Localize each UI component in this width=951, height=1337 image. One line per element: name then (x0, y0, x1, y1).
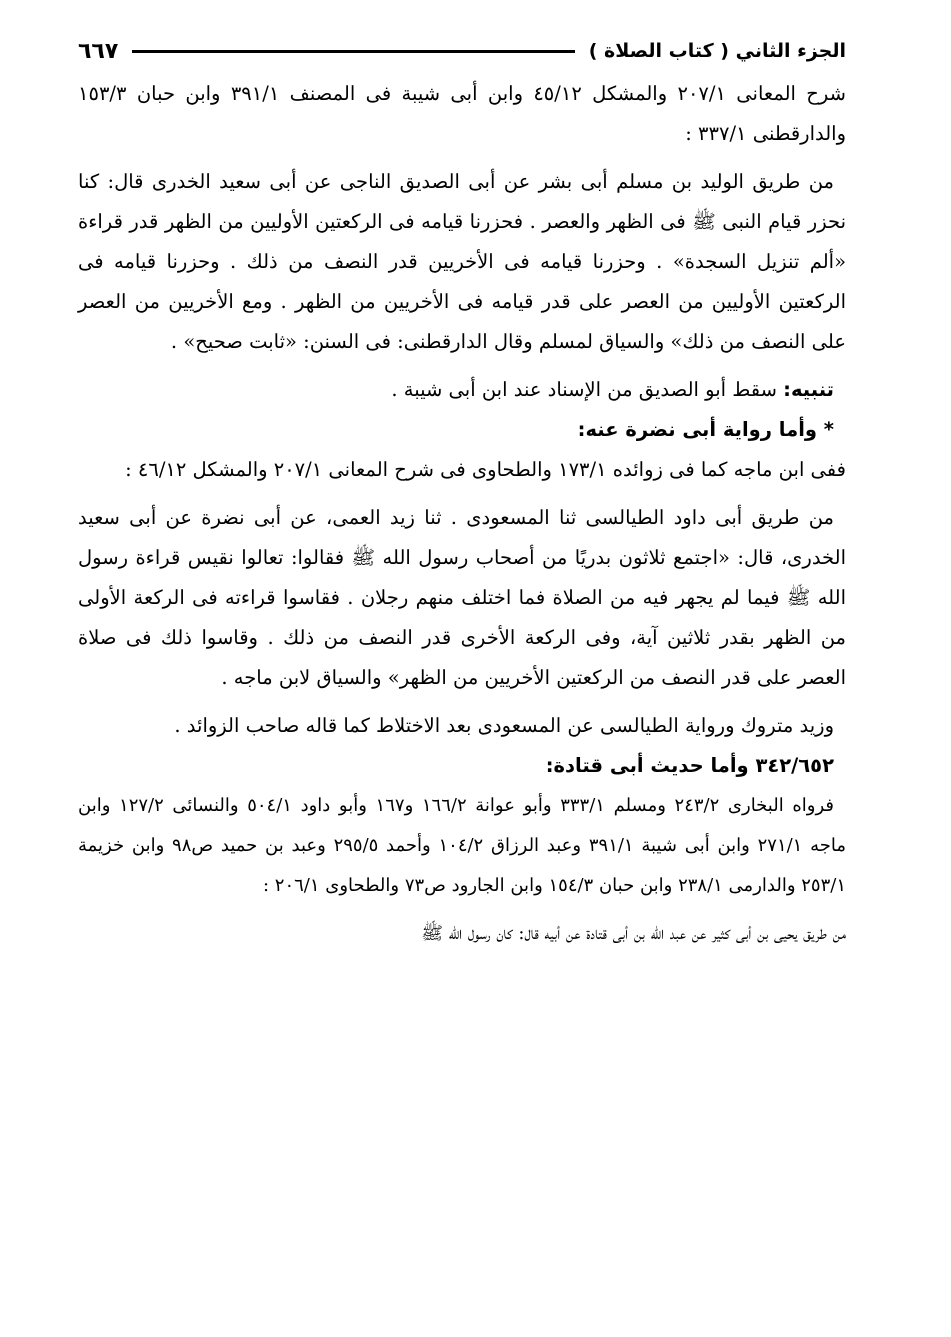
paragraph-hadith-khudri: من طريق الوليد بن مسلم أبى بشر عن أبى الصديق الناجى عن أبى سعيد الخدرى قال: كنا نحزر قيام النبى ﷺ فى الظهر والعصر . فحزرنا قيامه فى الركعتين الأوليين من الظهر قدر قراءة «ألم تنزيل السجدة» . وحزرنا قيامه فى الأخريين قدر النصف من ذلك . وحزرنا قيامه فى الركعتين الأوليين من العصر على قدر قيامه فى الأخريين من الظهر . ومع الأخريين من العصر على النصف من ذلك» والسياق لمسلم وقال الدارقطنى: فى السنن: «ثابت صحيح» . (78, 170, 846, 353)
paragraph-zayd-note: وزيد متروك ورواية الطيالسى عن المسعودى بعد الاختلاط كما قاله صاحب الزوائد . (174, 714, 834, 737)
header-rule (132, 50, 574, 53)
paragraph-sources-2: ففى ابن ماجه كما فى زوائده ١٧٣/١ والطحاوى فى شرح المعانى ٢٠٧/١ والمشكل ٤٦/١٢ : (125, 458, 846, 481)
section-heading-abu-nadra: * وأما رواية أبى نضرة عنه: (577, 418, 834, 441)
running-header (78, 34, 846, 68)
section-heading-abu-qatada: ٣٤٢/٦٥٢ وأما حديث أبى قتادة: (545, 754, 834, 777)
paragraph-sources-3: فرواه البخارى ٢٤٣/٢ ومسلم ٣٣٣/١ وأبو عوانة ١٦٦/٢ و١٦٧ وأبو داود ٥٠٤/١ والنسائى ١٢٧/٢ وابن ماجه ٢٧١/١ وابن أبى شيبة ٣٩١/١ وعبد الرزاق ١٠٤/٢ وأحمد ٢٩٥/٥ وعبد بن حميد ص٩٨ وابن خزيمة ٢٥٣/١ والدارمى ٢٣٨/١ وابن حبان ١٥٤/٣ وابن الجارود ص٧٣ والطحاوى ٢٠٦/١ : (78, 795, 847, 896)
header-title: الجزء الثاني ( كتاب الصلاة ) (588, 40, 846, 62)
paragraph-sources-1: شرح المعانى ٢٠٧/١ والمشكل ٤٥/١٢ وابن أبى شيبة فى المصنف ٣٩١/١ وابن حبان ١٥٣/٣ والدارقطنى ٣٣٧/١ : (78, 82, 846, 145)
note-paragraph (78, 370, 846, 410)
book-page (78, 34, 846, 954)
page-number: ٦٦٧ (78, 38, 119, 64)
note-label: تنبيه: (783, 378, 834, 401)
paragraph-hadith-nadra: من طريق أبى داود الطيالسى ثنا المسعودى . ثنا زيد العمى، عن أبى نضرة عن أبى سعيد الخدرى، قال: «اجتمع ثلاثون بدريًا من أصحاب رسول الله ﷺ فقالوا: تعالوا نقيس قراءة رسول الله ﷺ فيما لم يجهر فيه من الصلاة فما اختلف منهم رجلان . فقاسوا قراءته فى الركعة الأولى من الظهر بقدر ثلاثين آية، وفى الركعة الأخرى قدر النصف من ذلك . وقاسوا ذلك فى صلاة العصر على قدر النصف من الركعتين الأخريين من الظهر» والسياق لابن ماجه . (78, 506, 846, 689)
note-text: سقط أبو الصديق من الإسناد عند ابن أبى شيبة . (391, 378, 777, 401)
paragraph-hadith-qatada: من طريق يحيى بن أبى كثير عن عبد الله بن أبى قتادة عن أبيه قال: كان رسول الله ﷺ (421, 923, 846, 944)
